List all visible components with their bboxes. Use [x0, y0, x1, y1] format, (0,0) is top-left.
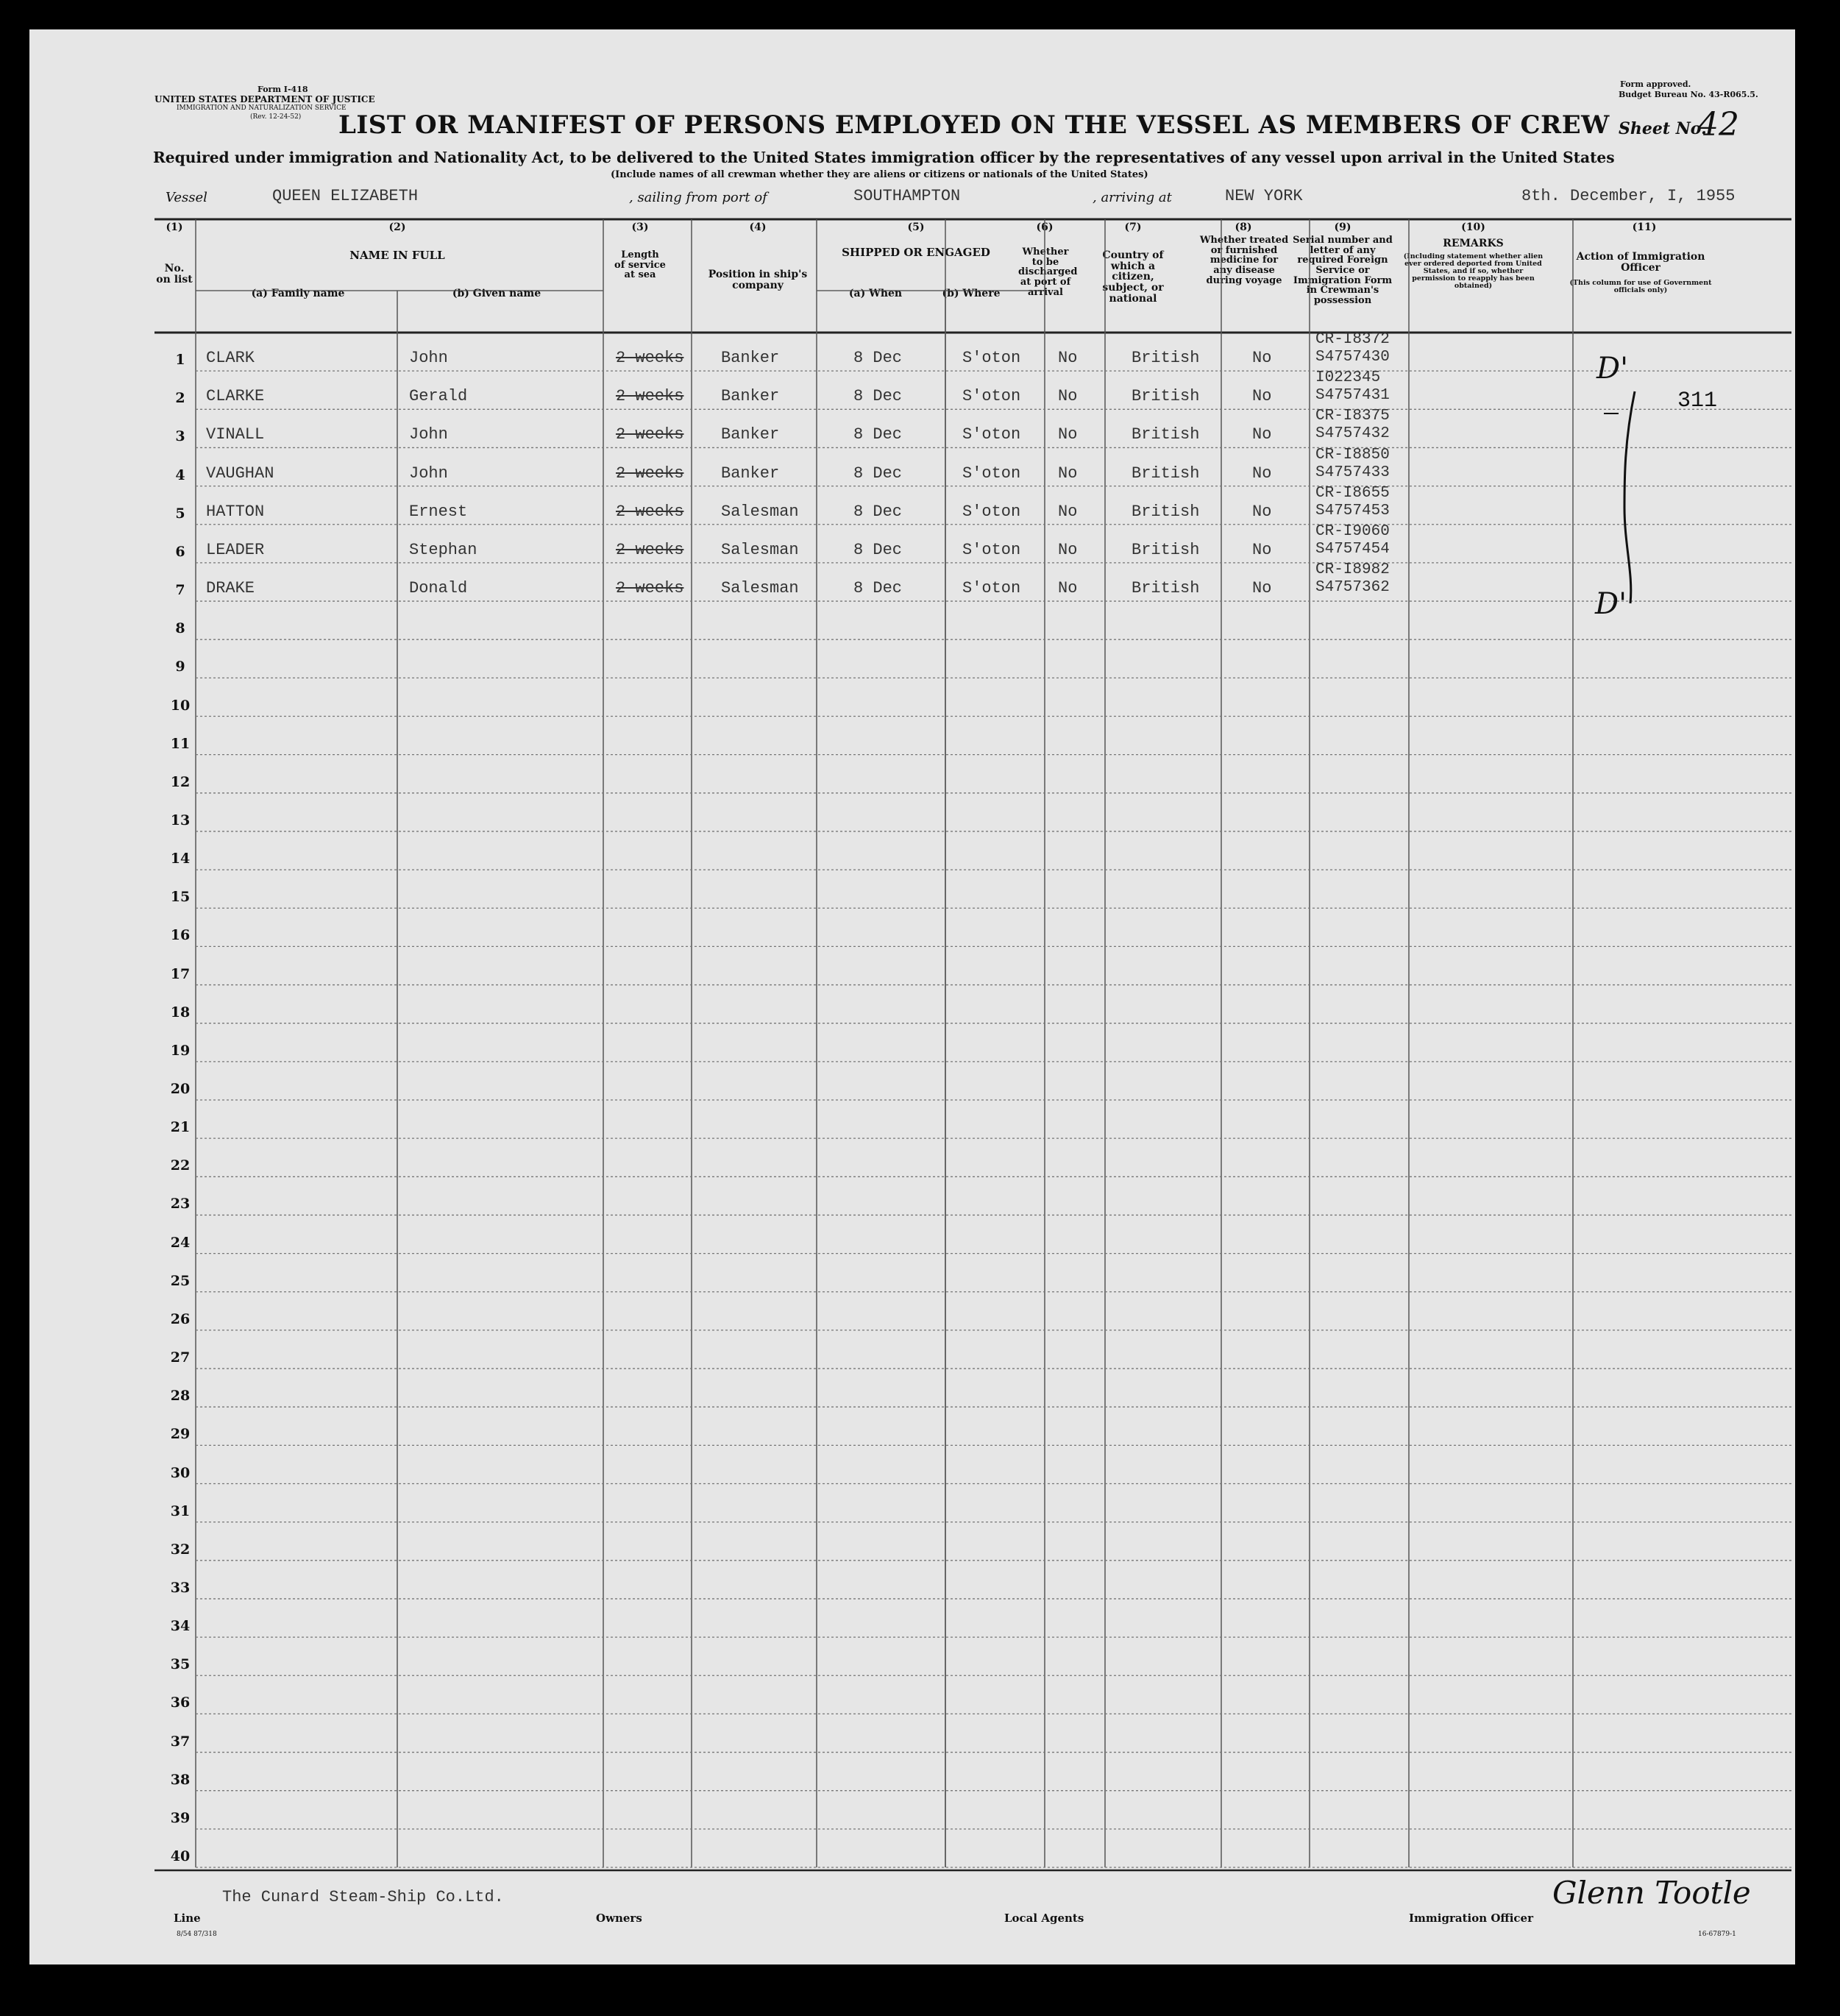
col7-num: (7) — [1124, 221, 1142, 233]
crew-shipped-when: 8 Dec — [853, 349, 903, 368]
crew-discharged: No — [1058, 349, 1078, 368]
col6-header: Whether to be discharged at port of arrival — [1018, 246, 1078, 298]
col11-note: (This column for use of Government officials only) — [1569, 279, 1712, 294]
agents-label: Local Agents — [1004, 1912, 1084, 1925]
row-number: 17 — [170, 965, 191, 982]
crew-serial-number: S4757430 — [1315, 349, 1390, 366]
row-number: 23 — [170, 1196, 191, 1213]
row-number: 25 — [170, 1272, 191, 1289]
crew-discharged: No — [1058, 540, 1078, 559]
crew-length-of-service: 2 weeks — [616, 349, 684, 368]
crew-family-name: HATTON — [206, 502, 265, 521]
crew-family-name: DRAKE — [206, 579, 255, 598]
row-number: 28 — [170, 1388, 191, 1405]
crew-position: Banker — [721, 425, 780, 444]
form-approved: Form approved. — [1620, 79, 1691, 89]
row-number: 30 — [170, 1464, 191, 1481]
row-number: 14 — [170, 851, 191, 867]
officer-signature: Glenn Tootle — [1552, 1875, 1751, 1911]
crew-treated: No — [1252, 387, 1272, 406]
shipping-line: The Cunard Steam-Ship Co.Ltd. — [222, 1888, 504, 1906]
crew-serial-form: CR-I8375 — [1315, 408, 1390, 425]
col8-header: Whether treated or furnished medicine for any disease during voyage — [1199, 235, 1289, 286]
col2-header: NAME IN FULL — [349, 249, 445, 262]
crew-family-name: LEADER — [206, 540, 265, 559]
page-title: LIST OR MANIFEST OF PERSONS EMPLOYED ON THE VESSEL AS MEMBERS OF CREW — [338, 110, 1610, 140]
row-number: 1 — [175, 352, 185, 369]
crew-given-name: Donald — [409, 579, 468, 598]
row-number: 6 — [175, 543, 185, 560]
crew-treated: No — [1252, 540, 1272, 559]
row-number: 13 — [170, 812, 191, 828]
crew-position: Salesman — [721, 502, 799, 521]
crew-given-name: John — [409, 349, 448, 368]
col8-num: (8) — [1235, 221, 1252, 233]
crew-shipped-when: 8 Dec — [853, 502, 903, 521]
crew-shipped-where: S'oton — [962, 540, 1021, 559]
col9-num: (9) — [1334, 221, 1351, 233]
col5-num: (5) — [907, 221, 925, 233]
officer-count: 311 — [1677, 388, 1718, 414]
arriving-label: , arriving at — [1093, 190, 1172, 205]
crew-serial-number: S4757432 — [1315, 425, 1390, 443]
crew-serial-form: CR-I8372 — [1315, 331, 1390, 349]
crew-serial-number: S4757431 — [1315, 387, 1390, 405]
crew-shipped-where: S'oton — [962, 464, 1021, 483]
row-number: 11 — [170, 735, 191, 752]
crew-treated: No — [1252, 579, 1272, 598]
row-number: 16 — [170, 927, 191, 944]
crew-given-name: John — [409, 425, 448, 444]
crew-given-name: Stephan — [409, 540, 477, 559]
row-number: 32 — [170, 1541, 191, 1558]
row-number: 36 — [170, 1694, 191, 1711]
crew-shipped-when: 8 Dec — [853, 425, 903, 444]
crew-country: British — [1132, 502, 1200, 521]
crew-position: Banker — [721, 349, 780, 368]
row-number: 12 — [170, 773, 191, 790]
row-number: 24 — [170, 1234, 191, 1251]
row-number: 27 — [170, 1349, 191, 1366]
crew-serial-form: I022345 — [1315, 369, 1381, 387]
row-number: 9 — [175, 659, 185, 675]
col1-num: (1) — [166, 221, 183, 233]
crew-shipped-when: 8 Dec — [853, 540, 903, 559]
crew-given-name: Gerald — [409, 387, 468, 406]
col5-header: SHIPPED OR ENGAGED — [842, 246, 990, 259]
crew-length-of-service: 2 weeks — [616, 425, 684, 444]
row-number: 21 — [170, 1119, 191, 1136]
col2-num: (2) — [388, 221, 406, 233]
col1-header: No. on list — [156, 263, 193, 285]
department: UNITED STATES DEPARTMENT OF JUSTICE — [154, 94, 375, 104]
row-number: 10 — [170, 697, 191, 714]
col4-num: (4) — [749, 221, 767, 233]
crew-treated: No — [1252, 464, 1272, 483]
crew-serial-number: S4757362 — [1315, 579, 1390, 597]
col3-num: (3) — [631, 221, 649, 233]
col10-note: (Including statement whether alien ever ordered deported from United States, and if so, whether permission to reapply has been obtained) — [1403, 252, 1544, 290]
col2a-header: (a) Family name — [251, 288, 345, 299]
officer-mark-top: D' — [1596, 352, 1629, 386]
crew-country: British — [1132, 387, 1200, 406]
crew-discharged: No — [1058, 464, 1078, 483]
crew-discharged: No — [1058, 387, 1078, 406]
crew-serial-number: S4757433 — [1315, 464, 1390, 481]
port-to: NEW YORK — [1225, 187, 1303, 205]
crew-serial-form: CR-I8850 — [1315, 446, 1390, 464]
row-number: 29 — [170, 1426, 191, 1443]
col11-header: Action of Immigration Officer — [1576, 251, 1705, 274]
crew-family-name: VAUGHAN — [206, 464, 274, 483]
crew-shipped-where: S'oton — [962, 425, 1021, 444]
budget-bureau: Budget Bureau No. 43-R065.5. — [1619, 90, 1758, 99]
crew-family-name: VINALL — [206, 425, 265, 444]
crew-shipped-when: 8 Dec — [853, 387, 903, 406]
printer-code-left: 8/54 87/318 — [177, 1931, 217, 1938]
crew-family-name: CLARK — [206, 349, 255, 368]
crew-length-of-service: 2 weeks — [616, 464, 684, 483]
row-number: 34 — [170, 1618, 191, 1635]
crew-family-name: CLARKE — [206, 387, 265, 406]
row-number: 33 — [170, 1579, 191, 1596]
crew-shipped-where: S'oton — [962, 579, 1021, 598]
crew-shipped-when: 8 Dec — [853, 464, 903, 483]
crew-shipped-where: S'oton — [962, 387, 1021, 406]
crew-discharged: No — [1058, 579, 1078, 598]
officer-bracket — [29, 29, 1795, 1964]
crew-given-name: John — [409, 464, 448, 483]
crew-serial-form: CR-I9060 — [1315, 522, 1390, 540]
col7-header: Country of which a citizen, subject, or national — [1102, 249, 1164, 305]
crew-position: Salesman — [721, 540, 799, 559]
crew-position: Banker — [721, 464, 780, 483]
row-number: 38 — [170, 1771, 191, 1788]
crew-treated: No — [1252, 349, 1272, 368]
col6-num: (6) — [1036, 221, 1054, 233]
col10-num: (10) — [1461, 221, 1485, 233]
crew-discharged: No — [1058, 502, 1078, 521]
row-number: 39 — [170, 1809, 191, 1826]
col5b-header: (b) Where — [942, 288, 1001, 299]
crew-discharged: No — [1058, 425, 1078, 444]
row-number: 35 — [170, 1656, 191, 1673]
crew-given-name: Ernest — [409, 502, 468, 521]
col5a-header: (a) When — [848, 288, 903, 299]
note: (Include names of all crewman whether they are aliens or citizens or nationals of the United States) — [611, 169, 1148, 180]
crew-serial-form: CR-I8982 — [1315, 561, 1390, 579]
owners-label: Owners — [596, 1912, 642, 1925]
row-number: 22 — [170, 1157, 191, 1174]
sheet-number: 42 — [1698, 106, 1739, 143]
crew-serial-form: CR-I8655 — [1315, 484, 1390, 502]
crew-length-of-service: 2 weeks — [616, 540, 684, 559]
sheet-label: Sheet No. — [1619, 119, 1707, 138]
row-number: 26 — [170, 1310, 191, 1327]
row-number: 40 — [170, 1848, 191, 1864]
row-number: 8 — [175, 620, 185, 637]
crew-serial-number: S4757454 — [1315, 540, 1390, 558]
crew-position: Banker — [721, 387, 780, 406]
col9-header: Serial number and letter of any required Foreign Service or Immigration Form in Crewman's possession — [1293, 235, 1393, 306]
line-label: Line — [174, 1912, 201, 1925]
col3-header: Length of service at sea — [614, 249, 666, 281]
crew-shipped-when: 8 Dec — [853, 579, 903, 598]
crew-country: British — [1132, 349, 1200, 368]
crew-shipped-where: S'oton — [962, 502, 1021, 521]
row-number: 4 — [175, 466, 185, 483]
crew-country: British — [1132, 540, 1200, 559]
crew-country: British — [1132, 464, 1200, 483]
row-number: 2 — [175, 390, 185, 407]
crew-treated: No — [1252, 425, 1272, 444]
row-number: 19 — [170, 1042, 191, 1059]
crew-length-of-service: 2 weeks — [616, 502, 684, 521]
arrival-date: 8th. December, I, 1955 — [1521, 187, 1736, 205]
form-number: Form I-418 — [257, 85, 308, 94]
row-number: 5 — [175, 505, 185, 522]
service: IMMIGRATION AND NATURALIZATION SERVICE — [177, 104, 347, 112]
col2b-header: (b) Given name — [452, 288, 541, 299]
revision: (Rev. 12-24-52) — [250, 113, 302, 121]
crew-length-of-service: 2 weeks — [616, 387, 684, 406]
row-number: 31 — [170, 1502, 191, 1519]
col4-header: Position in ship's company — [708, 269, 808, 291]
crew-position: Salesman — [721, 579, 799, 598]
crew-treated: No — [1252, 502, 1272, 521]
col10-header: REMARKS — [1443, 238, 1504, 249]
officer-label: Immigration Officer — [1409, 1912, 1533, 1925]
crew-length-of-service: 2 weeks — [616, 579, 684, 598]
row-number: 18 — [170, 1004, 191, 1021]
printer-code-right: 16-67879-1 — [1698, 1931, 1736, 1938]
crew-country: British — [1132, 579, 1200, 598]
row-number: 3 — [175, 428, 185, 445]
subtitle: Required under immigration and Nationality Act, to be delivered to the United States immigration officer by the representatives of any vessel upon arrival in the United States — [153, 149, 1615, 166]
row-number: 20 — [170, 1081, 191, 1097]
col11-num: (11) — [1632, 221, 1657, 233]
vessel-name: QUEEN ELIZABETH — [272, 187, 419, 205]
crew-country: British — [1132, 425, 1200, 444]
row-number: 7 — [175, 582, 185, 599]
row-number: 37 — [170, 1733, 191, 1750]
row-number: 15 — [170, 889, 191, 906]
port-from: SOUTHAMPTON — [853, 187, 961, 205]
officer-mark-bottom: D' — [1595, 587, 1627, 621]
sailing-label: , sailing from port of — [629, 190, 767, 205]
crew-serial-number: S4757453 — [1315, 502, 1390, 519]
crew-shipped-where: S'oton — [962, 349, 1021, 368]
vessel-label: Vessel — [166, 190, 207, 205]
manifest-sheet — [29, 29, 1795, 1964]
